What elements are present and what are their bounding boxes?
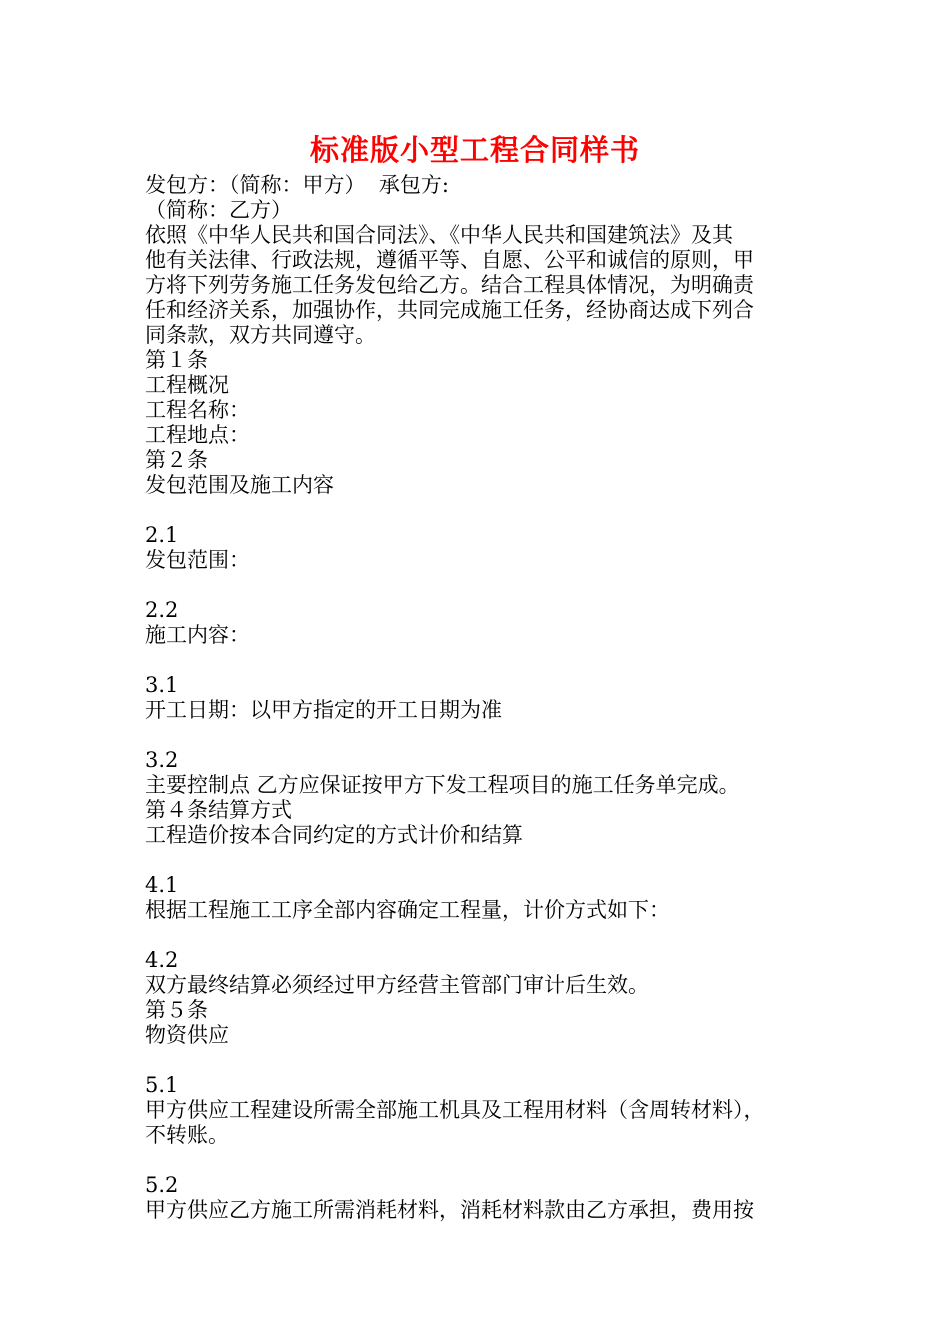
- document-body: [145, 173, 815, 1223]
- text-line: 4.2: [145, 948, 179, 972]
- blank-line: [145, 498, 815, 523]
- text-line: 依照《中华人民共和国合同法》、《中华人民共和国建筑法》及其: [145, 223, 733, 247]
- text-line: 发包范围：: [145, 548, 250, 572]
- text-line: 双方最终结算必须经过甲方经营主管部门审计后生效。: [145, 973, 649, 997]
- text-line: 2.2: [145, 598, 179, 622]
- blank-line: [145, 1148, 815, 1173]
- text-line: 4.1: [145, 873, 179, 897]
- document-title: 标准版小型工程合同样书: [309, 133, 640, 167]
- text-line: 甲方供应工程建设所需全部施工机具及工程用材料（含周转材料），: [145, 1098, 765, 1122]
- text-line: 2.1: [145, 523, 179, 547]
- text-line: 工程概况: [145, 373, 229, 397]
- text-line: 3.2: [145, 748, 179, 772]
- text-line: 开工日期：以甲方指定的开工日期为准: [145, 698, 502, 722]
- blank-line: [145, 648, 815, 673]
- text-line: 物资供应: [145, 1023, 229, 1047]
- text-line: 不转账。: [145, 1123, 229, 1147]
- text-line: 工程地点：: [145, 423, 250, 447]
- text-line: （简称：乙方）: [145, 198, 292, 222]
- blank-line: [145, 723, 815, 748]
- text-line: 任和经济关系，加强协作，共同完成施工任务，经协商达成下列合: [145, 298, 754, 322]
- blank-line: [145, 573, 815, 598]
- text-line: 根据工程施工工序全部内容确定工程量，计价方式如下：: [145, 898, 670, 922]
- text-line: 发包方：（简称：甲方） 承包方:: [145, 173, 449, 197]
- text-line: 发包范围及施工内容: [145, 473, 334, 497]
- text-line: 他有关法律、行政法规，遵循平等、自愿、公平和诚信的原则，甲: [145, 248, 754, 272]
- text-line: 3.1: [145, 673, 179, 697]
- text-line: 5.2: [145, 1173, 179, 1197]
- text-line: 工程名称：: [145, 398, 250, 422]
- text-line: 主要控制点 乙方应保证按甲方下发工程项目的施工任务单完成。: [145, 773, 740, 797]
- text-line: 第２条: [145, 448, 208, 472]
- blank-line: [145, 923, 815, 948]
- text-line: 第１条: [145, 348, 208, 372]
- text-line: 第４条结算方式: [145, 798, 292, 822]
- text-line: 同条款，双方共同遵守。: [145, 323, 376, 347]
- blank-line: [145, 1048, 815, 1073]
- text-line: 5.1: [145, 1073, 179, 1097]
- text-line: 第５条: [145, 998, 208, 1022]
- text-line: 施工内容：: [145, 623, 250, 647]
- blank-line: [145, 848, 815, 873]
- text-line: 甲方供应乙方施工所需消耗材料，消耗材料款由乙方承担，费用按: [145, 1198, 754, 1222]
- text-line: 工程造价按本合同约定的方式计价和结算: [145, 823, 523, 847]
- text-line: 方将下列劳务施工任务发包给乙方。结合工程具体情况，为明确责: [145, 273, 754, 297]
